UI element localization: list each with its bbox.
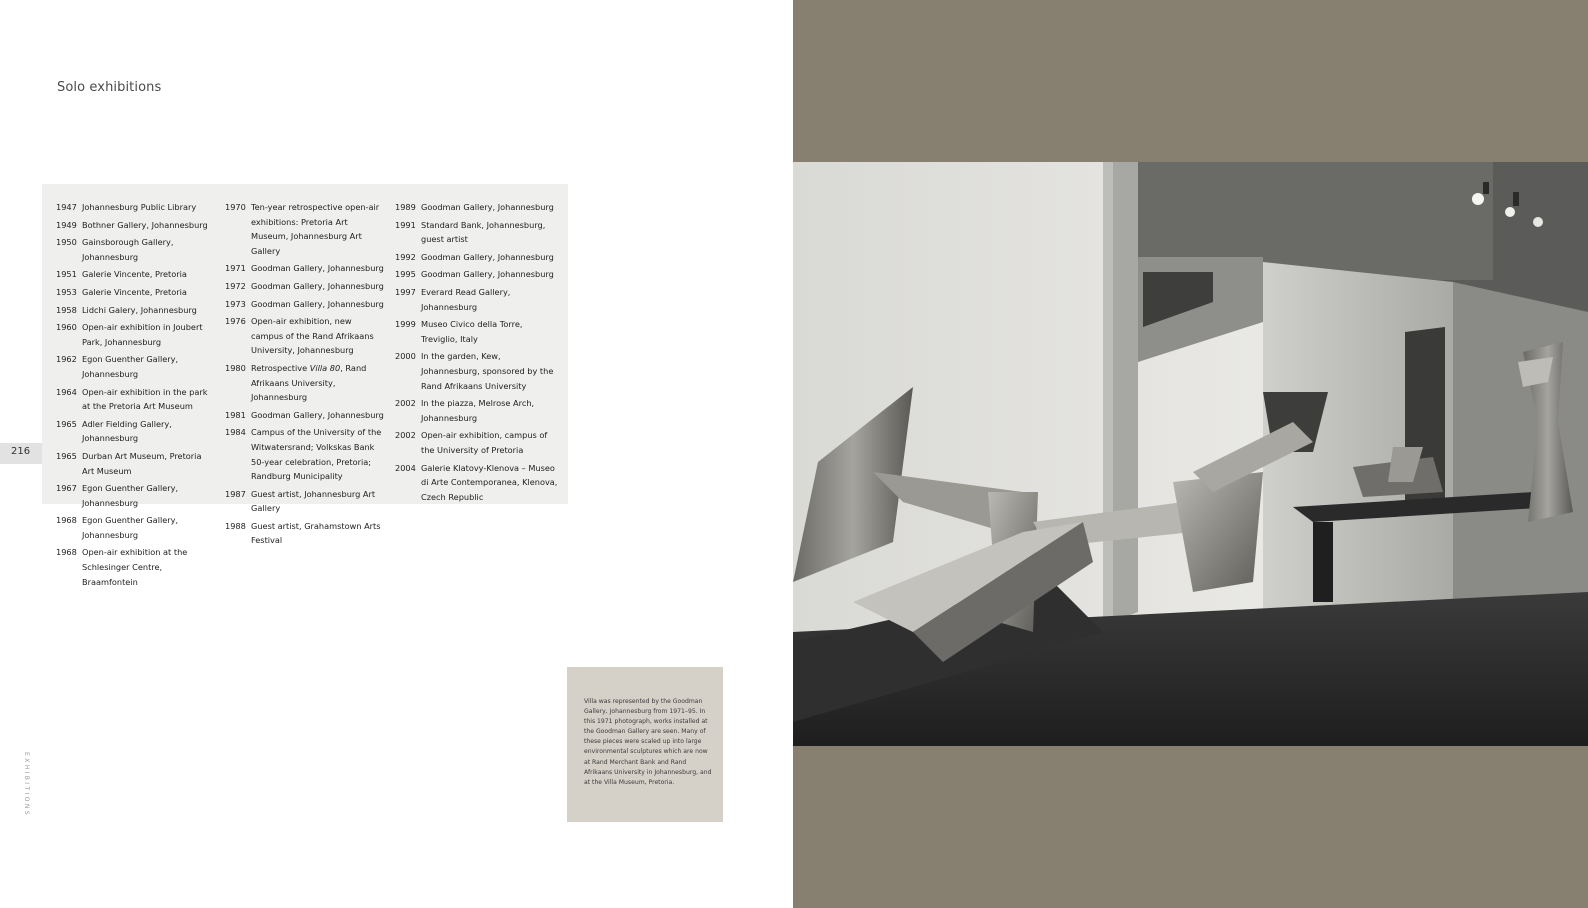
exhibition-entry <box>56 285 216 300</box>
exhibition-venue: Lidchi Galery, Johannesburg <box>82 304 197 315</box>
exhibition-entry <box>395 218 560 247</box>
exhibition-entry <box>56 385 216 414</box>
running-head: EXHIBITIONS <box>23 752 30 817</box>
exhibition-venue: Open-air exhibition, campus of the University of Pretoria <box>421 430 548 455</box>
exhibition-entry <box>225 519 385 548</box>
exhibition-year: 1958 <box>56 304 77 315</box>
exhibition-entry <box>56 320 216 349</box>
gallery-installation-photo <box>793 162 1588 746</box>
gallery-photo-illustration <box>793 162 1588 746</box>
page-number-tab <box>0 443 42 464</box>
exhibition-venue: Galerie Vincente, Pretoria <box>82 286 187 297</box>
exhibitions-column-3 <box>395 200 560 507</box>
exhibition-entry <box>395 461 560 505</box>
exhibition-year: 1953 <box>56 286 77 297</box>
exhibition-year: 1976 <box>225 316 246 327</box>
exhibition-venue: Galerie Vincente, Pretoria <box>82 269 187 280</box>
exhibition-year: 2002 <box>395 398 416 409</box>
photo-caption-box <box>567 667 723 822</box>
exhibition-venue: Bothner Gallery, Johannesburg <box>82 219 208 230</box>
exhibition-year: 1995 <box>395 269 416 280</box>
exhibition-venue: In the piazza, Melrose Arch, Johannesburg <box>421 398 535 423</box>
exhibition-year: 1949 <box>56 219 77 230</box>
exhibition-year: 1989 <box>395 202 416 212</box>
exhibition-entry <box>56 417 216 446</box>
exhibition-year: 1965 <box>56 450 77 461</box>
exhibition-entry <box>395 200 560 215</box>
exhibition-year: 1951 <box>56 269 77 280</box>
exhibition-entry <box>225 314 385 358</box>
exhibition-venue: In the garden, Kew, Johannesburg, sponsored by the Rand Afrikaans University <box>421 351 554 391</box>
exhibition-year: 1981 <box>225 409 246 420</box>
exhibition-year: 1984 <box>225 427 246 438</box>
exhibition-year: 1950 <box>56 237 77 248</box>
exhibition-year: 1965 <box>56 418 77 429</box>
exhibitions-column-2 <box>225 200 385 551</box>
exhibition-entry <box>56 235 216 264</box>
section-title: Solo exhibitions <box>57 80 162 95</box>
exhibition-year: 1964 <box>56 386 77 397</box>
exhibitions-column-1 <box>56 200 216 592</box>
exhibition-year: 1991 <box>395 219 416 230</box>
exhibition-entry <box>225 279 385 294</box>
exhibition-year: 1980 <box>225 362 246 373</box>
exhibition-entry <box>225 261 385 276</box>
exhibition-year: 2002 <box>395 430 416 441</box>
exhibition-year: 1968 <box>56 515 77 526</box>
exhibition-venue: Ten-year retrospective open-air exhibitions: Pretoria Art Museum, Johannesburg Art Gallery <box>251 202 380 256</box>
exhibition-year: 1970 <box>225 202 246 212</box>
exhibition-entry <box>395 396 560 425</box>
exhibition-entry <box>56 449 216 478</box>
exhibition-venue: Everard Read Gallery, Johannesburg <box>421 286 511 312</box>
exhibition-venue: Gainsborough Gallery, Johannesburg <box>82 237 174 262</box>
exhibition-year: 1987 <box>225 488 246 499</box>
exhibition-venue: Goodman Gallery, Johannesburg <box>251 298 384 309</box>
exhibition-entry <box>56 218 216 233</box>
exhibition-venue-part: Retrospective <box>251 362 310 373</box>
exhibition-entry <box>56 200 216 215</box>
exhibition-year: 1972 <box>225 280 246 291</box>
exhibition-venue: Egon Guenther Gallery, Johannesburg <box>82 515 179 540</box>
exhibition-entry <box>56 513 216 542</box>
exhibition-venue-part: , Rand Afrikaans University, Johannesburg <box>251 362 367 403</box>
exhibition-venue: Open-air exhibition in the park at the Pretoria Art Museum <box>82 386 208 412</box>
exhibition-venue: Open-air exhibition, new campus of the Rand Afrikaans University, Johannesburg <box>251 316 374 356</box>
exhibition-entry <box>225 425 385 483</box>
exhibition-entry <box>225 487 385 516</box>
exhibition-title-italic: Villa 80 <box>309 362 341 373</box>
left-page <box>0 0 793 908</box>
exhibition-year: 2000 <box>395 351 416 362</box>
exhibition-venue: Goodman Gallery, Johannesburg <box>421 269 554 280</box>
exhibition-venue: Open-air exhibition in Joubert Park, Johannesburg <box>82 322 203 347</box>
exhibition-venue: Durban Art Museum, Pretoria Art Museum <box>82 450 202 476</box>
exhibition-entry <box>225 408 385 423</box>
exhibition-year: 1967 <box>56 483 77 494</box>
right-page <box>793 0 1588 908</box>
exhibition-year: 1999 <box>395 319 416 330</box>
photo-caption: Villa was represented by the Goodman Gallery, Johannesburg from 1971–95. In this 1971 photograph, works installed at the Goodman Gallery are seen. Many of these pieces were scaled up into large environmental sculptures which are now at Rand Merchant Bank and Rand Afrikaans University in Johannesburg, and at the Villa Museum, Pretoria. <box>584 698 712 786</box>
exhibition-year: 1992 <box>395 251 416 262</box>
exhibition-year: 1962 <box>56 354 77 365</box>
exhibition-venue: Egon Guenther Gallery, Johannesburg <box>82 354 179 379</box>
exhibition-venue: Museo Civico della Torre, Treviglio, Italy <box>421 319 523 344</box>
exhibition-venue: Adler Fielding Gallery, Johannesburg <box>82 418 172 444</box>
exhibition-venue: Egon Guenther Gallery, Johannesburg <box>82 483 179 508</box>
exhibition-venue: Goodman Gallery, Johannesburg <box>421 202 554 212</box>
exhibition-entry <box>225 361 385 405</box>
exhibition-entry <box>395 250 560 265</box>
exhibition-entry <box>56 352 216 381</box>
exhibition-venue: Open-air exhibition at the Schlesinger Centre, Braamfontein <box>82 547 188 587</box>
exhibition-year: 1971 <box>225 263 246 274</box>
exhibition-year: 1997 <box>395 286 416 297</box>
exhibition-venue: Galerie Klatovy-Klenova – Museo di Arte Contemporanea, Klenova, Czech Republic <box>421 462 558 502</box>
exhibition-entry <box>225 200 385 258</box>
exhibition-entry <box>225 297 385 312</box>
exhibition-venue: Guest artist, Johannesburg Art Gallery <box>251 488 376 514</box>
exhibition-venue: Guest artist, Grahamstown Arts Festival <box>251 520 381 546</box>
exhibition-venue <box>251 361 385 405</box>
exhibition-year: 1960 <box>56 322 77 333</box>
exhibition-entry <box>56 303 216 318</box>
exhibition-year: 1988 <box>225 520 246 531</box>
exhibition-entry <box>56 545 216 589</box>
exhibition-entry <box>395 317 560 346</box>
exhibition-entry <box>395 267 560 282</box>
exhibition-entry <box>56 481 216 510</box>
page-number: 216 <box>11 446 31 457</box>
exhibition-entry <box>395 285 560 314</box>
exhibition-venue: Campus of the University of the Witwatersrand; Volkskas Bank 50-year celebration, Pretoria; Randburg Municipality <box>251 427 382 482</box>
exhibition-entry <box>56 267 216 282</box>
exhibition-venue: Goodman Gallery, Johannesburg <box>251 409 384 420</box>
exhibition-entry <box>395 349 560 393</box>
exhibition-venue: Goodman Gallery, Johannesburg <box>421 251 554 262</box>
exhibition-venue: Goodman Gallery, Johannesburg <box>251 263 384 274</box>
exhibition-year: 2004 <box>395 462 416 473</box>
exhibitions-list-panel <box>42 184 568 587</box>
exhibition-year: 1973 <box>225 298 246 309</box>
exhibition-venue: Standard Bank, Johannesburg, guest artist <box>421 219 546 245</box>
exhibition-venue: Goodman Gallery, Johannesburg <box>251 280 384 291</box>
exhibition-venue: Johannesburg Public Library <box>82 202 197 212</box>
exhibition-entry <box>395 428 560 457</box>
exhibition-year: 1947 <box>56 202 77 212</box>
exhibition-year: 1968 <box>56 547 77 558</box>
